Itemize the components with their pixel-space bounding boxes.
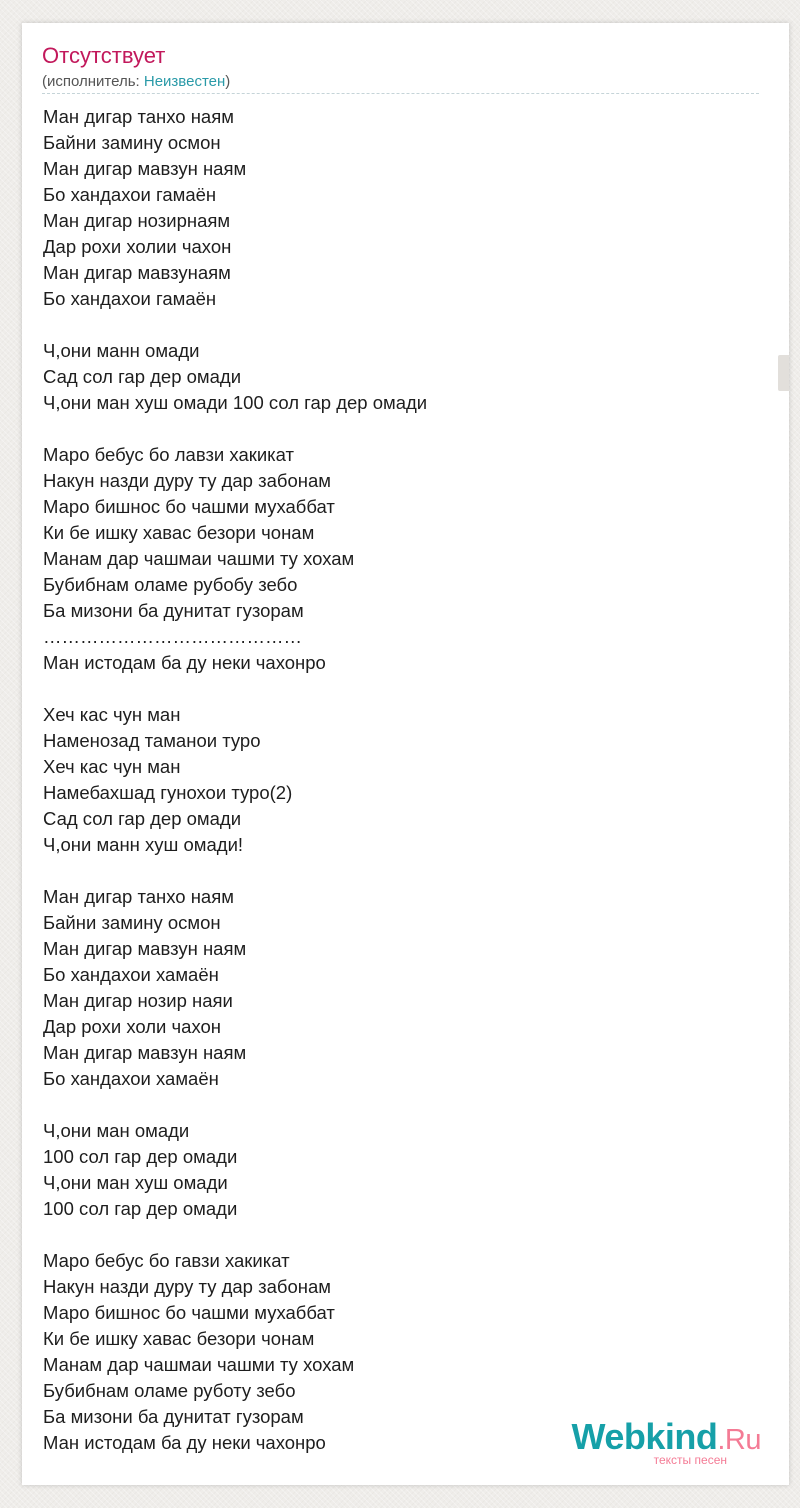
artist-line bbox=[42, 73, 230, 91]
lyric-line bbox=[43, 312, 743, 338]
lyrics-text bbox=[43, 104, 743, 1456]
lyric-line: …………………………………… bbox=[43, 626, 302, 647]
lyric-line: Ман дигар танхо наям bbox=[43, 106, 234, 127]
lyric-line: Хеч кас чун ман bbox=[43, 704, 181, 725]
lyric-line: Ч,они ман хуш омади bbox=[43, 1172, 228, 1193]
lyric-line: Бо хандахои хамаён bbox=[43, 964, 219, 985]
lyric-line: Манам дар чашмаи чашми ту хохам bbox=[43, 1354, 355, 1375]
lyric-line: Байни замину осмон bbox=[43, 912, 221, 933]
lyric-line: Сад сол гар дер омади bbox=[43, 808, 242, 829]
lyric-line: Маро бебус бо лавзи хакикат bbox=[43, 444, 295, 465]
lyric-line: Хеч кас чун ман bbox=[43, 756, 181, 777]
lyric-line: 100 сол гар дер омади bbox=[43, 1146, 238, 1167]
title-divider bbox=[42, 93, 759, 94]
lyric-line: 100 сол гар дер омади bbox=[43, 1198, 238, 1219]
lyric-line: Намебахшад гунохои туро(2) bbox=[43, 782, 293, 803]
lyric-line: Ман дигар нозир наяи bbox=[43, 990, 233, 1011]
lyric-line: Ман дигар танхо наям bbox=[43, 886, 234, 907]
lyric-line: Манам дар чашмаи чашми ту хохам bbox=[43, 548, 355, 569]
lyric-line: Бо хандахои хамаён bbox=[43, 1068, 219, 1089]
lyric-line bbox=[43, 1222, 743, 1248]
lyric-line bbox=[43, 858, 743, 884]
lyric-line: Ба мизони ба дунитат гузорам bbox=[43, 1406, 304, 1427]
lyric-line: Бубибнам оламе рубобу зебо bbox=[43, 574, 298, 595]
lyric-line: Ман истодам ба ду неки чахонро bbox=[43, 652, 326, 673]
lyric-line: Ч,они ман омади bbox=[43, 1120, 190, 1141]
lyric-line: Ч,они манн хуш омади! bbox=[43, 834, 244, 855]
lyric-line: Накун назди дуру ту дар забонам bbox=[43, 1276, 331, 1297]
lyric-line: Бо хандахои гамаён bbox=[43, 184, 217, 205]
lyric-line bbox=[43, 676, 743, 702]
logo-word: Webkind bbox=[571, 1416, 718, 1457]
artist-prefix: (исполнитель: bbox=[42, 73, 144, 90]
song-title: Отсутствует bbox=[42, 43, 166, 68]
lyric-line: Ки бе ишку хавас безори чонам bbox=[43, 522, 315, 543]
lyric-line: Ч,они ман хуш омади 100 сол гар дер омади bbox=[43, 392, 428, 413]
lyric-line: Ман дигар мавзун наям bbox=[43, 158, 247, 179]
site-logo[interactable] bbox=[561, 1417, 761, 1467]
lyric-line: Ман дигар мавзун наям bbox=[43, 938, 247, 959]
lyric-line: Сад сол гар дер омади bbox=[43, 366, 242, 387]
lyric-line: Бубибнам оламе руботу зебо bbox=[43, 1380, 296, 1401]
lyric-line: Маро бебус бо гавзи хакикат bbox=[43, 1250, 290, 1271]
lyric-line bbox=[43, 416, 743, 442]
lyric-line: Бо хандахои гамаён bbox=[43, 288, 217, 309]
lyric-line: Ман дигар мавзун наям bbox=[43, 1042, 247, 1063]
artist-suffix: ) bbox=[225, 73, 231, 90]
lyric-line: Накун назди дуру ту дар забонам bbox=[43, 470, 331, 491]
lyric-line: Ман истодам ба ду неки чахонро bbox=[43, 1432, 326, 1453]
lyric-line: Маро бишнос бо чашми мухаббат bbox=[43, 496, 335, 517]
lyric-line bbox=[43, 1092, 743, 1118]
lyric-line: Маро бишнос бо чашми мухаббат bbox=[43, 1302, 335, 1323]
lyric-line: Ч,они манн омади bbox=[43, 340, 200, 361]
lyric-line: Ман дигар нозирнаям bbox=[43, 210, 231, 231]
lyric-line: Дар рохи холии чахон bbox=[43, 236, 232, 257]
side-tab-decoration bbox=[778, 355, 789, 391]
lyric-line: Ба мизони ба дунитат гузорам bbox=[43, 600, 304, 621]
lyric-line: Байни замину осмон bbox=[43, 132, 221, 153]
logo-tld: .Ru bbox=[717, 1424, 761, 1456]
artist-link[interactable]: Неизвестен bbox=[143, 73, 226, 90]
lyric-line: Ки бе ишку хавас безори чонам bbox=[43, 1328, 315, 1349]
lyric-line: Ман дигар мавзунаям bbox=[43, 262, 231, 283]
lyric-line: Дар рохи холи чахон bbox=[43, 1016, 222, 1037]
logo-tagline: тексты песен bbox=[653, 1453, 727, 1467]
lyrics-card bbox=[22, 23, 789, 1485]
lyric-line: Наменозад таманои туро bbox=[43, 730, 261, 751]
